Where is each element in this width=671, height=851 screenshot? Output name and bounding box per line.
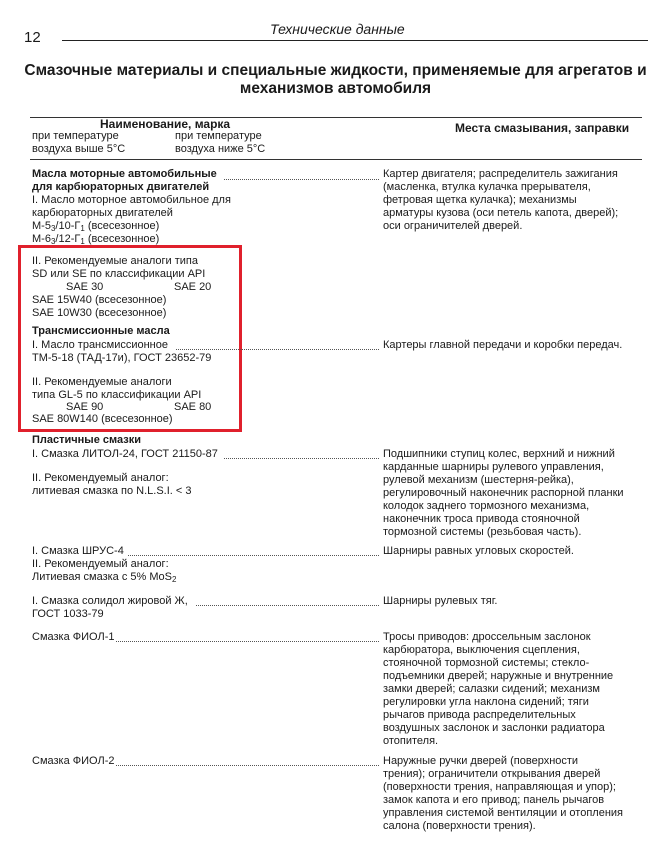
leader-dots xyxy=(116,641,379,642)
engine-oil-analogs: II. Рекомендуемые аналоги типа SD или SE по классификации API xyxy=(32,255,206,280)
fiol2-places: Наружные ручки дверей (поверхности трения); ограничители открывания дверей (поверхности трения, направляющая и упор); замок капота и его привод; панель рычагов управления системой вентиляции и отопления салона (поверхности трения). xyxy=(383,755,624,832)
title-line-1: Смазочные материалы и специальные жидкости, применяемые для агрегатов и xyxy=(24,62,647,79)
engine-oil-m6: $М-6_3/12-Г_1$ (всесезонное) xyxy=(32,233,160,246)
sae-90: SAE 90 xyxy=(66,401,104,413)
engine-oil-m5: $М-5_3/10-Г_1$ (всесезонное) xyxy=(32,220,160,233)
table-header-rule xyxy=(30,159,642,160)
shrus-analog: II. Рекомендуемый аналог: Литиевая смазка с 5% MoS$_2$ xyxy=(32,558,177,584)
solidol-grease: I. Смазка солидол жировой Ж, ГОСТ 1033-79 xyxy=(32,595,188,620)
sae-80: SAE 80 xyxy=(174,401,212,413)
fiol2-grease: Смазка ФИОЛ-2 xyxy=(32,755,115,767)
sae-30: SAE 30 xyxy=(66,281,104,293)
engine-oils-section: Масла моторные автомобильные для карбюраторных двигателей I. Масло моторное автомобильное для карбюраторных двигателей $М-5_3/10-Г_1$ (всесезонное) $М-6_3/12-Г_1$ (всесезонное) xyxy=(32,168,231,246)
transmission-places: Картеры главной передачи и коробки передач. xyxy=(383,339,623,351)
shrus-grease: I. Смазка ШРУС-4 xyxy=(32,545,124,557)
litol-places: Подшипники ступиц колес, верхний и нижний карданные шарниры рулевого управления, рулевой механизм (шестерня-рейка), регулировочный наконечник распорной планки колодок заднего тормозного механизма, наконечник троса привода стояночной тормозной системы (резьбовая часть). xyxy=(383,448,624,538)
leader-dots xyxy=(116,765,379,766)
leader-dots xyxy=(176,349,379,350)
title-line-2: механизмов автомобиля xyxy=(239,80,432,97)
column-subheader-below: при температуре воздуха ниже 5°С xyxy=(175,130,266,155)
sae-80w140: SAE 80W140 (всесезонное) xyxy=(32,413,173,425)
fiol1-grease: Смазка ФИОЛ-1 xyxy=(32,631,115,643)
greases-heading: Пластичные смазки xyxy=(32,434,141,446)
column-header-name: Наименование, марка xyxy=(100,117,231,131)
fiol1-places: Тросы приводов: дроссельным заслонок карбюратора, выключения сцепления, стояночной тормозной системы; стекло- подъемники дверей; наружные и внутренние замки дверей; салазки сидений; механизм регулировки угла наклона сидений; тяги рычагов привода распределительных воздушных заслонок и заслонки радиатора отопителя. xyxy=(383,631,614,747)
column-subheader-above: при температуре воздуха выше 5°С xyxy=(32,130,126,155)
page-number: 12 xyxy=(24,29,41,46)
transmission-oil: I. Масло трансмиссионное ТМ-5-18 (ТАД-17и), ГОСТ 23652-79 xyxy=(32,339,212,364)
page-title xyxy=(0,62,671,98)
engine-oils-heading-2: для карбюраторных двигателей xyxy=(32,181,210,193)
leader-dots xyxy=(128,555,379,556)
engine-oils-heading-1: Масла моторные автомобильные xyxy=(32,168,217,180)
shrus-places: Шарниры равных угловых скоростей. xyxy=(383,545,574,557)
leader-dots xyxy=(224,458,379,459)
engine-oils-places: Картер двигателя; распределитель зажигания (масленка, втулка кулачка прерывателя, фетровая щетка кулачка); механизмы арматуры кузова (оси петель капота, дверей); оси ограничителей дверей. xyxy=(383,168,619,232)
transmission-heading: Трансмиссионные масла xyxy=(32,325,170,337)
transmission-analogs: II. Рекомендуемые аналоги типа GL-5 по классификации API xyxy=(32,376,202,401)
section-header: Технические данные xyxy=(270,21,405,37)
sae-20: SAE 20 xyxy=(174,281,212,293)
leader-dots xyxy=(224,179,379,180)
header-rule xyxy=(62,40,648,41)
engine-oil-allseason: SAE 15W40 (всесезонное) SAE 10W30 (всесезонное) xyxy=(32,294,167,319)
litol-grease: I. Смазка ЛИТОЛ-24, ГОСТ 21150-87 xyxy=(32,448,218,460)
litol-analog: II. Рекомендуемый аналог: литиевая смазка по N.L.S.I. < 3 xyxy=(32,472,192,497)
column-header-places: Места смазывания, заправки xyxy=(455,121,630,135)
solidol-places: Шарниры рулевых тяг. xyxy=(383,595,498,607)
leader-dots xyxy=(196,605,379,606)
